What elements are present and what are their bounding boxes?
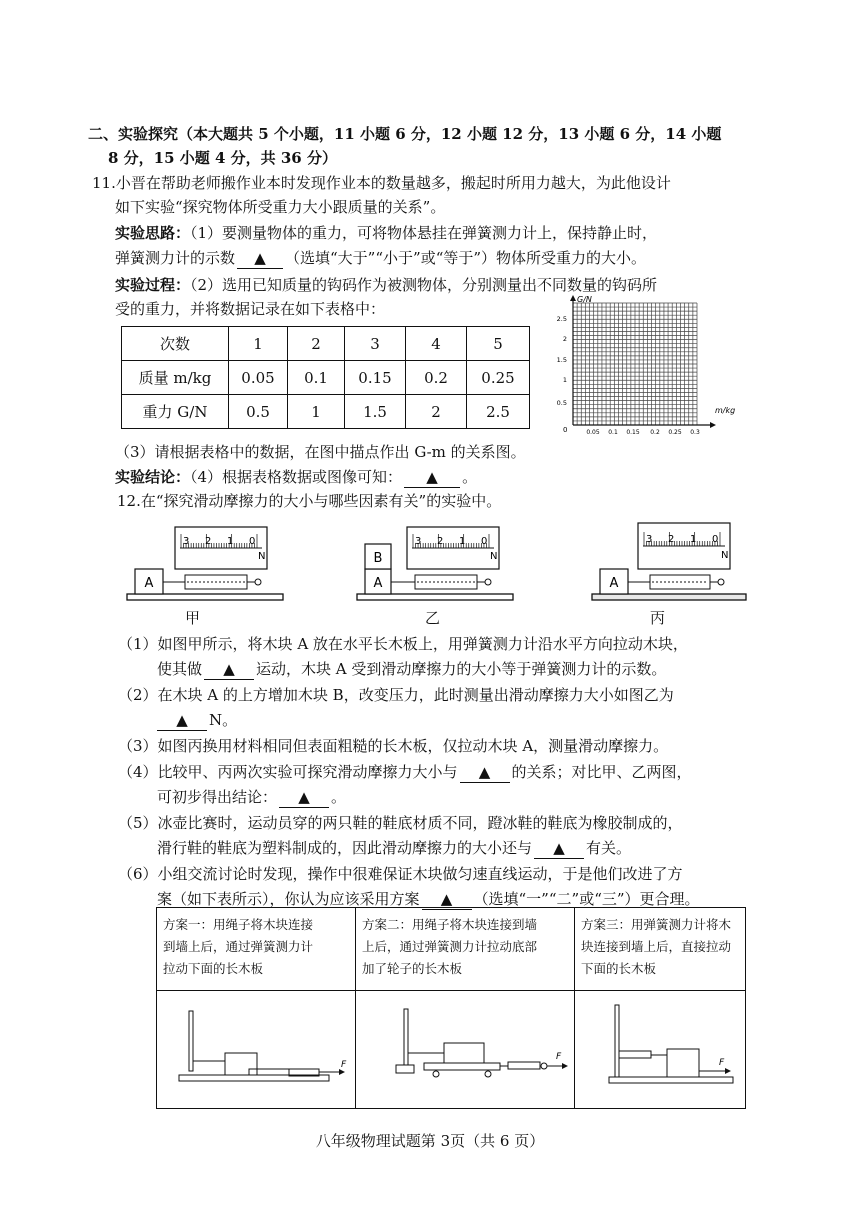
plan-3-text [575,908,746,991]
q11-process-label: 实验过程： [115,276,191,294]
plan-1-text [157,908,356,991]
answer-blank-4[interactable]: ▲ [157,710,207,731]
plan-1-figure [157,991,356,1109]
table-cell: 0.25 [467,361,530,395]
y-tick-label: 1 [562,376,567,384]
scale-number: 2 [437,536,444,547]
plan-line: 方案三：用弹簧测力计将木 [581,917,732,932]
q12-p5-b2: 有关。 [586,839,632,857]
q12-p6-b1: 案（如下表所示），你认为应该采用方案 [157,890,420,908]
plan-2-text [356,908,575,991]
plan-line: 上后，通过弹簧测力计拉动底部 [362,939,538,954]
q11-intro-2: 如下实验“探究物体所受重力大小跟质量的关系”。 [115,198,446,216]
x-tick-label: 0.15 [626,429,640,436]
q12-intro: 12.在“探究滑动摩擦力的大小与哪些因素有关”的实验中。 [117,492,502,510]
table-cell: 4 [406,327,467,361]
q11-idea-text-2a: 弹簧测力计的示数 [115,249,236,267]
answer-blank-3[interactable]: ▲ [204,659,254,680]
answer-blank-7[interactable]: ▲ [534,838,584,859]
scale-number: 0 [249,536,256,547]
figure-label-jia: 甲 [185,609,201,627]
table-cell: 2 [406,395,467,429]
table-row [122,361,530,395]
answer-blank-8[interactable]: ▲ [422,889,472,910]
plan-1-diagram [157,991,355,1101]
block-a-label: A [373,576,383,591]
table-cell: 0.2 [406,361,467,395]
table-cell: 0.5 [229,395,288,429]
q11-conclusion [115,467,477,488]
table-row [157,991,746,1109]
q12-p2-b-text: N。 [209,711,238,729]
q12-p1-b1: 使其做 [157,660,203,678]
plan-table [156,907,746,1109]
table-header-trial: 次数 [122,327,229,361]
table-row [157,908,746,991]
scale-unit: N [490,551,498,562]
q11-idea-line-1 [115,223,657,243]
scale-number: 2 [668,534,675,545]
data-table [121,326,530,429]
q11-conclusion-text: （4）根据表格数据或图像可知： [190,468,403,486]
force-label: F [556,1052,562,1062]
scale-number: 1 [459,536,466,547]
y-tick-label: 1.5 [556,356,567,364]
y-tick-label: 2.5 [556,315,567,323]
scale-number: 1 [690,534,697,545]
page-footer: 八年级物理试题第 3页（共 6 页） [315,1132,545,1150]
table-cell: 1 [288,395,345,429]
graph-origin: 0 [563,426,568,434]
scale-number: 3 [415,536,422,547]
q11-idea-text-2b: （选填“大于”“小于”或“等于”）物体所受重力的大小。 [285,249,647,267]
y-tick-label: 2 [562,335,567,343]
x-tick-label: 0.25 [668,429,682,436]
figure-label-bing: 丙 [650,609,666,627]
section-title-cont: 8 分，15 小题 4 分，共 36 分） [108,149,337,167]
q12-p4-a [118,762,692,783]
q11-process-text-1: （2）选用已知质量的钩码作为被测物体，分别测量出不同数量的钩码所 [190,276,658,294]
block-b-label: B [373,551,383,566]
q12-p4-b1: 可初步得出结论： [157,788,278,806]
table-cell: 5 [467,327,530,361]
q12-p1-b [157,659,666,680]
scale-number: 1 [227,536,234,547]
q12-p4-a2: 的关系；对比甲、乙两图， [511,763,692,781]
plan-line: 下面的长木板 [581,961,657,976]
block-a-label: A [609,576,619,591]
plan-line: 块连接到墙上后，直接拉动 [581,939,732,954]
x-tick-label: 0.2 [650,429,660,436]
answer-blank-6[interactable]: ▲ [279,787,329,808]
graph-y-label: G/N [577,295,592,304]
force-label: F [719,1058,725,1068]
table-cell: 2.5 [467,395,530,429]
plan-line: 方案一：用绳子将木块连接 [163,917,314,932]
graph-grid[interactable] [545,293,745,438]
plan-line: 拉动下面的长木板 [163,961,264,976]
scale-number: 3 [646,534,653,545]
x-tick-label: 0.1 [608,429,618,436]
scale-number: 3 [183,536,190,547]
section-title: 二、实验探究（本大题共 5 个小题，11 小题 6 分，12 小题 12 分，13 小题 6 分，14 小题 [88,125,722,143]
block-a-label: A [144,576,154,591]
graph-x-label: m/kg [715,406,736,415]
figure-bing [590,518,750,608]
scale-unit: N [721,550,729,561]
table-header-mass: 质量 m/kg [122,361,229,395]
scale-number: 0 [481,536,488,547]
plan-line: 加了轮子的长木板 [362,961,463,976]
q11-conclusion-label: 实验结论： [115,468,191,486]
answer-blank-5[interactable]: ▲ [460,762,510,783]
y-tick-label: 0.5 [556,399,567,407]
q12-p1-a: （1）如图甲所示，将木块 A 放在水平长木板上，用弹簧测力计沿水平方向拉动木块， [118,635,688,653]
plan-2-diagram [356,991,574,1101]
plan-line: 方案二：用绳子将木块连接到墙 [362,917,538,932]
q12-p4-b2: 。 [331,788,347,806]
q11-conclusion-end: 。 [462,468,478,486]
q11-process-text-2: 受的重力，并将数据记录在如下表格中： [115,300,386,318]
plan-3-diagram [575,991,745,1101]
table-cell: 0.1 [288,361,345,395]
plan-line: 到墙上后，通过弹簧测力计 [163,939,314,954]
q11-idea-label: 实验思路： [115,224,191,242]
q11-q3: （3）请根据表格中的数据，在图中描点作出 G-m 的关系图。 [115,443,526,461]
table-cell: 3 [345,327,406,361]
x-tick-label: 0.3 [690,429,700,436]
q11-idea-text-1: （1）要测量物体的重力，可将物体悬挂在弹簧测力计上，保持静止时， [190,224,658,242]
q11-process-line-1 [115,275,657,295]
q12-p1-b2: 运动，木块 A 受到滑动摩擦力的大小等于弹簧测力计的示数。 [256,660,667,678]
table-cell: 0.05 [229,361,288,395]
table-cell: 1 [229,327,288,361]
plan-3-figure [575,991,746,1109]
x-tick-label: 0.05 [586,429,600,436]
scale-number: 0 [712,534,719,545]
table-row [122,327,530,361]
answer-blank-1[interactable]: ▲ [237,248,283,269]
table-cell: 0.15 [345,361,406,395]
table-row [122,395,530,429]
q12-p6-b2: （选填“一”“二”或“三”）更合理。 [473,890,700,908]
figure-jia [125,522,285,608]
table-header-weight: 重力 G/N [122,395,229,429]
figure-label-yi: 乙 [425,609,441,627]
q11-idea-line-2 [115,248,646,269]
q12-p2-b [157,710,237,731]
force-label: F [341,1060,347,1070]
q11-intro-1: 11.小晋在帮助老师搬作业本时发现作业本的数量越多，搬起时所用力越大，为此他设计 [92,174,671,192]
scale-unit: N [258,551,266,562]
q12-p4-b [157,787,346,808]
scale-number: 2 [205,536,212,547]
q12-p5-b [157,838,631,859]
plan-2-figure [356,991,575,1109]
table-cell: 1.5 [345,395,406,429]
q12-p6-a: （6）小组交流讨论时发现，操作中很难保证木块做匀速直线运动，于是他们改进了方 [118,865,683,883]
q12-p5-b1: 滑行鞋的鞋底为塑料制成的，因此滑动摩擦力的大小还与 [157,839,533,857]
q12-p5-a: （5）冰壶比赛时，运动员穿的两只鞋的鞋底材质不同，蹬冰鞋的鞋底为橡胶制成的， [118,814,683,832]
table-cell: 2 [288,327,345,361]
q12-p2-a: （2）在木块 A 的上方增加木块 B，改变压力，此时测量出滑动摩擦力大小如图乙为 [118,686,674,704]
q12-p4-a1: （4）比较甲、丙两次实验可探究滑动摩擦力大小与 [118,763,458,781]
figure-yi [355,522,515,608]
answer-blank-2[interactable]: ▲ [404,467,460,488]
q12-p3: （3）如图丙换用材料相同但表面粗糙的长木板，仅拉动木块 A，测量滑动摩擦力。 [118,737,669,755]
